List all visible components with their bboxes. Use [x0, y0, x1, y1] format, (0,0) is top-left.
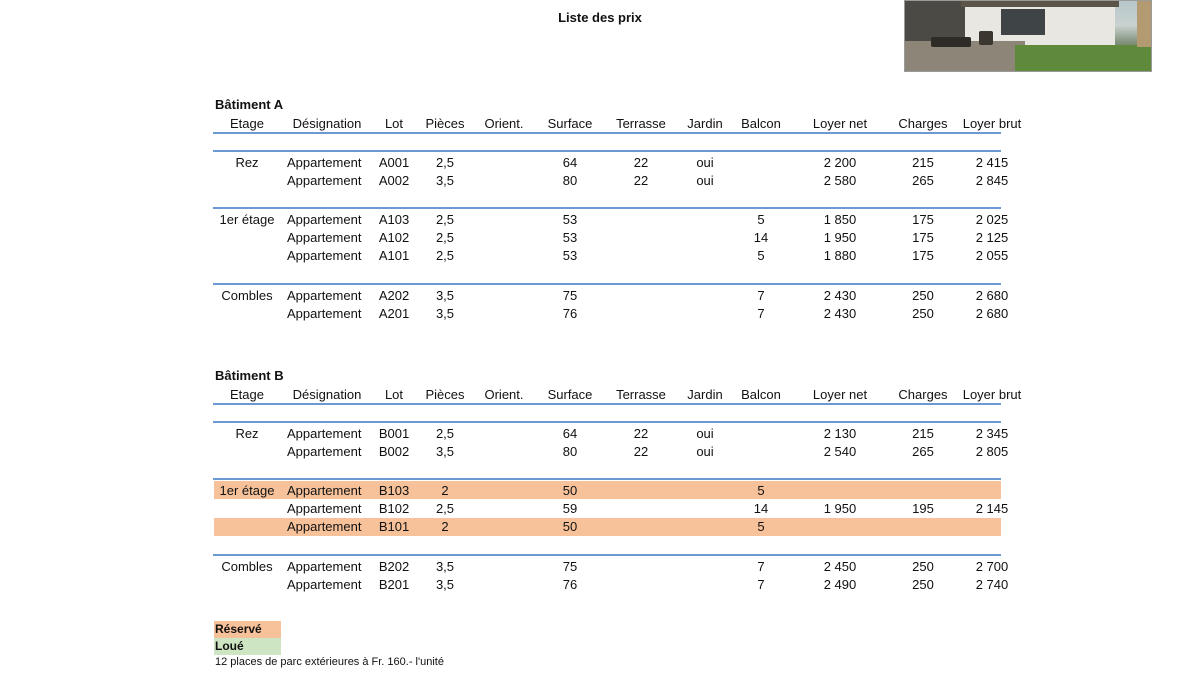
cell-charges: 250: [912, 576, 934, 592]
cell-etage: Combles: [221, 558, 273, 574]
cell-pieces: 3,5: [435, 305, 455, 321]
column-header-charges: Charges: [898, 115, 948, 131]
cell-surface: 53: [562, 230, 578, 246]
cell-lot: A202: [378, 287, 410, 303]
cell-charges: 175: [912, 211, 934, 227]
column-header-orient: Orient.: [484, 386, 524, 402]
cell-surface: 76: [562, 576, 578, 592]
cell-designation: Appartement: [287, 211, 362, 227]
table-row: [214, 210, 1009, 228]
cell-loyer-brut: 2 680: [975, 305, 1009, 321]
column-header-charges: Charges: [898, 386, 948, 402]
column-header-jardin: Jardin: [687, 115, 723, 131]
column-header-jardin: Jardin: [687, 386, 723, 402]
table-row: [214, 518, 1001, 536]
cell-loyer-brut: 2 845: [975, 172, 1009, 188]
cell-charges: 250: [912, 305, 934, 321]
cell-loyer-net: 2 130: [823, 425, 857, 441]
cell-charges: 215: [912, 425, 934, 441]
cell-surface: 75: [562, 287, 578, 303]
cell-charges: 265: [912, 443, 934, 459]
legend-rented: Loué: [214, 638, 281, 655]
group-separator: [213, 132, 1001, 134]
page-subtitle: Liste des prix: [558, 10, 642, 25]
cell-lot: B101: [378, 519, 410, 535]
table-row: [214, 304, 1009, 322]
cell-loyer-brut: 2 415: [975, 154, 1009, 170]
cell-loyer-brut: 2 055: [975, 248, 1009, 264]
cell-surface: 50: [562, 519, 578, 535]
cell-surface: 64: [562, 425, 578, 441]
cell-lot: B201: [378, 576, 410, 592]
cell-designation: Appartement: [287, 519, 362, 535]
building-title: Bâtiment B: [215, 368, 284, 383]
column-header-loyer-brut: Loyer brut: [962, 115, 1022, 131]
cell-loyer-brut: 2 805: [975, 443, 1009, 459]
cell-designation: Appartement: [287, 154, 362, 170]
cell-loyer-brut: 2 740: [975, 576, 1009, 592]
cell-designation: Appartement: [287, 558, 362, 574]
cell-balcon: 5: [757, 248, 765, 264]
cell-loyer-net: 1 880: [823, 248, 857, 264]
cell-surface: 64: [562, 154, 578, 170]
cell-terrasse: 22: [633, 154, 649, 170]
column-header-orient: Orient.: [484, 115, 524, 131]
table-row: [214, 286, 1009, 304]
cell-balcon: 7: [757, 305, 765, 321]
column-header-loyer-net: Loyer net: [812, 115, 868, 131]
group-separator: [213, 554, 1001, 556]
cell-surface: 59: [562, 501, 578, 517]
column-header-loyer-brut: Loyer brut: [962, 386, 1022, 402]
column-header-pieces: Pièces: [425, 386, 465, 402]
cell-pieces: 3,5: [435, 172, 455, 188]
group-separator: [213, 283, 1001, 285]
cell-jardin: oui: [696, 154, 714, 170]
group-separator: [213, 421, 1001, 423]
cell-lot: B102: [378, 501, 410, 517]
cell-loyer-net: 2 540: [823, 443, 857, 459]
cell-lot: A002: [378, 172, 410, 188]
cell-etage: Rez: [235, 154, 259, 170]
cell-designation: Appartement: [287, 425, 362, 441]
cell-designation: Appartement: [287, 172, 362, 188]
cell-lot: A102: [378, 230, 410, 246]
cell-balcon: 5: [757, 519, 765, 535]
cell-surface: 76: [562, 305, 578, 321]
cell-designation: Appartement: [287, 287, 362, 303]
cell-balcon: 7: [757, 576, 765, 592]
cell-loyer-net: 2 580: [823, 172, 857, 188]
cell-etage: Rez: [235, 425, 259, 441]
cell-surface: 53: [562, 248, 578, 264]
cell-charges: 265: [912, 172, 934, 188]
building-title: Bâtiment A: [215, 97, 284, 112]
cell-loyer-net: 1 850: [823, 211, 857, 227]
cell-loyer-brut: 2 345: [975, 425, 1009, 441]
cell-balcon: 7: [757, 558, 765, 574]
cell-surface: 75: [562, 558, 578, 574]
cell-lot: A103: [378, 211, 410, 227]
table-row: [214, 171, 1009, 189]
column-header-terrasse: Terrasse: [616, 386, 666, 402]
table-row: [214, 247, 1009, 265]
cell-designation: Appartement: [287, 230, 362, 246]
cell-etage: 1er étage: [219, 211, 275, 227]
cell-lot: A101: [378, 248, 410, 264]
cell-charges: 175: [912, 248, 934, 264]
cell-loyer-brut: 2 700: [975, 558, 1009, 574]
cell-pieces: 2: [441, 519, 449, 535]
group-separator: [213, 207, 1001, 209]
table-row: [214, 500, 1009, 518]
cell-surface: 53: [562, 211, 578, 227]
cell-loyer-net: 2 450: [823, 558, 857, 574]
table-row: [214, 575, 1009, 593]
cell-loyer-net: 2 490: [823, 576, 857, 592]
cell-terrasse: 22: [633, 443, 649, 459]
column-header-designation: Désignation: [292, 386, 362, 402]
cell-pieces: 2,5: [435, 230, 455, 246]
cell-balcon: 5: [757, 482, 765, 498]
column-header-pieces: Pièces: [425, 115, 465, 131]
column-header-surface: Surface: [547, 386, 593, 402]
cell-balcon: 7: [757, 287, 765, 303]
cell-charges: 215: [912, 154, 934, 170]
cell-lot: B202: [378, 558, 410, 574]
column-header-lot: Lot: [384, 115, 404, 131]
group-separator: [213, 150, 1001, 152]
cell-lot: B002: [378, 443, 410, 459]
cell-lot: B001: [378, 425, 410, 441]
cell-pieces: 2,5: [435, 154, 455, 170]
cell-jardin: oui: [696, 425, 714, 441]
column-header-balcon: Balcon: [741, 115, 781, 131]
cell-loyer-net: 2 200: [823, 154, 857, 170]
table-row: [214, 424, 1009, 442]
column-header-designation: Désignation: [292, 115, 362, 131]
cell-pieces: 2,5: [435, 501, 455, 517]
cell-loyer-net: 2 430: [823, 305, 857, 321]
cell-surface: 50: [562, 482, 578, 498]
cell-loyer-brut: 2 145: [975, 501, 1009, 517]
table-header-row: [214, 114, 1022, 132]
table-header-row: [214, 385, 1022, 403]
column-header-surface: Surface: [547, 115, 593, 131]
cell-pieces: 2,5: [435, 211, 455, 227]
cell-balcon: 5: [757, 211, 765, 227]
cell-jardin: oui: [696, 443, 714, 459]
cell-pieces: 3,5: [435, 558, 455, 574]
cell-loyer-brut: 2 680: [975, 287, 1009, 303]
parking-note: 12 places de parc extérieures à Fr. 160.- l'unité: [215, 656, 444, 668]
cell-terrasse: 22: [633, 425, 649, 441]
cell-balcon: 14: [753, 501, 769, 517]
cell-loyer-net: 1 950: [823, 230, 857, 246]
column-header-terrasse: Terrasse: [616, 115, 666, 131]
cell-terrasse: 22: [633, 172, 649, 188]
cell-loyer-brut: 2 125: [975, 230, 1009, 246]
column-header-etage: Etage: [230, 386, 264, 402]
building-photo: [904, 0, 1152, 72]
cell-pieces: 2,5: [435, 425, 455, 441]
group-separator: [213, 478, 1001, 480]
cell-designation: Appartement: [287, 248, 362, 264]
table-row: [214, 229, 1009, 247]
table-row: [214, 557, 1009, 575]
cell-etage: 1er étage: [219, 482, 275, 498]
column-header-balcon: Balcon: [741, 386, 781, 402]
cell-loyer-net: 1 950: [823, 501, 857, 517]
cell-designation: Appartement: [287, 501, 362, 517]
cell-charges: 250: [912, 558, 934, 574]
cell-designation: Appartement: [287, 305, 362, 321]
cell-pieces: 3,5: [435, 443, 455, 459]
cell-loyer-net: 2 430: [823, 287, 857, 303]
cell-charges: 175: [912, 230, 934, 246]
column-header-etage: Etage: [230, 115, 264, 131]
cell-designation: Appartement: [287, 443, 362, 459]
cell-pieces: 3,5: [435, 576, 455, 592]
cell-pieces: 3,5: [435, 287, 455, 303]
column-header-loyer-net: Loyer net: [812, 386, 868, 402]
cell-surface: 80: [562, 172, 578, 188]
cell-pieces: 2,5: [435, 248, 455, 264]
group-separator: [213, 403, 1001, 405]
table-row: [214, 481, 1001, 499]
cell-designation: Appartement: [287, 482, 362, 498]
cell-charges: 250: [912, 287, 934, 303]
cell-designation: Appartement: [287, 576, 362, 592]
cell-lot: B103: [378, 482, 410, 498]
cell-jardin: oui: [696, 172, 714, 188]
column-header-lot: Lot: [384, 386, 404, 402]
cell-charges: 195: [912, 501, 934, 517]
cell-surface: 80: [562, 443, 578, 459]
cell-etage: Combles: [221, 287, 273, 303]
legend-reserved: Réservé: [214, 621, 281, 638]
cell-loyer-brut: 2 025: [975, 211, 1009, 227]
cell-balcon: 14: [753, 230, 769, 246]
cell-lot: A001: [378, 154, 410, 170]
table-row: [214, 442, 1009, 460]
cell-pieces: 2: [441, 482, 449, 498]
cell-lot: A201: [378, 305, 410, 321]
table-row: [214, 153, 1009, 171]
